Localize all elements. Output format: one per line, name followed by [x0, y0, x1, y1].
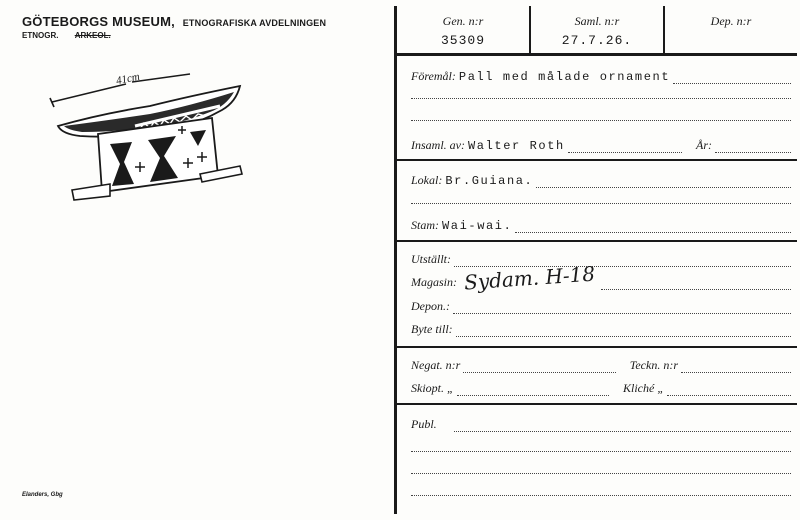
etnogr-line — [22, 31, 111, 40]
saml-number-label: Saml. n:r — [574, 14, 620, 28]
insaml-value: Walter Roth — [468, 139, 565, 153]
skiopt-field — [411, 380, 791, 396]
stool-sketch — [40, 66, 250, 208]
museum-name: GÖTEBORGS MUSEUM, — [22, 14, 175, 29]
gen-number-cell — [397, 6, 529, 53]
museum-header — [22, 14, 326, 29]
catalog-form — [394, 6, 797, 514]
stam-field — [411, 217, 791, 233]
dotted-line — [681, 361, 791, 373]
dep-number-label: Dep. n:r — [710, 14, 752, 28]
teckn-label: Teckn. n:r — [629, 358, 678, 372]
dotted-line — [411, 494, 791, 496]
gen-number-value: 35309 — [440, 33, 485, 48]
museum-department: ETNOGRAFISKA AVDELNINGEN — [182, 18, 327, 28]
section-rule — [397, 403, 797, 405]
byte-label: Byte till: — [411, 322, 453, 336]
dotted-line — [536, 176, 791, 188]
dotted-line — [457, 384, 609, 396]
stam-label: Stam: — [411, 218, 439, 232]
foremal-value: Pall med målade ornament — [458, 70, 671, 84]
dotted-line — [667, 384, 791, 396]
dotted-line — [453, 302, 791, 314]
foremal-label: Föremål: — [411, 69, 456, 83]
kliche-label: Kliché „ — [623, 381, 664, 395]
stam-value: Wai-wai. — [442, 219, 513, 233]
dotted-line — [601, 278, 791, 290]
insaml-label: Insaml. av: — [411, 138, 465, 152]
etnogr-label: ETNOGR. — [22, 31, 59, 40]
dotted-line — [463, 361, 615, 373]
ar-label: År: — [696, 138, 712, 152]
dotted-line — [411, 472, 791, 474]
magasin-label: Magasin: — [411, 275, 457, 289]
saml-number-cell — [531, 6, 663, 53]
printer-imprint: Elanders, Gbg — [22, 492, 63, 498]
magasin-field — [411, 261, 791, 295]
foremal-field — [411, 68, 791, 84]
magasin-value-handwritten: Sydam. H-18 — [463, 261, 596, 295]
dotted-line — [411, 119, 791, 121]
skiopt-label: Skiopt. „ — [411, 381, 454, 395]
dotted-line — [515, 221, 791, 233]
negat-field — [411, 357, 791, 373]
number-header — [397, 6, 797, 56]
publ-label: Publ. — [411, 417, 437, 431]
dotted-line — [411, 202, 791, 204]
dotted-line — [411, 97, 791, 99]
utstallt-field — [411, 251, 791, 267]
byte-field — [411, 321, 791, 337]
dotted-line — [568, 141, 682, 153]
arkeol-label-struck: ARKEOL. — [74, 31, 111, 40]
utstallt-label: Utställt: — [411, 252, 452, 266]
gen-number-label: Gen. n:r — [442, 14, 484, 28]
dotted-line — [411, 450, 791, 452]
insaml-field — [411, 137, 791, 153]
depon-label: Depon.: — [411, 299, 450, 313]
dotted-line — [673, 72, 791, 84]
dep-number-cell — [665, 6, 797, 53]
section-rule — [397, 346, 797, 348]
dotted-line — [454, 255, 791, 267]
publ-field — [411, 416, 791, 432]
section-rule — [397, 159, 797, 161]
size-annotation: 41cm — [115, 70, 141, 88]
lokal-label: Lokal: — [411, 173, 443, 187]
dotted-line — [454, 420, 791, 432]
ar-value — [715, 141, 791, 153]
depon-field — [411, 298, 791, 314]
saml-number-value: 27.7.26. — [561, 33, 633, 48]
dotted-line — [456, 325, 791, 337]
lokal-value: Br.Guiana. — [445, 174, 534, 188]
negat-label: Negat. n:r — [411, 358, 461, 372]
lokal-field — [411, 172, 791, 188]
section-rule — [397, 240, 797, 242]
